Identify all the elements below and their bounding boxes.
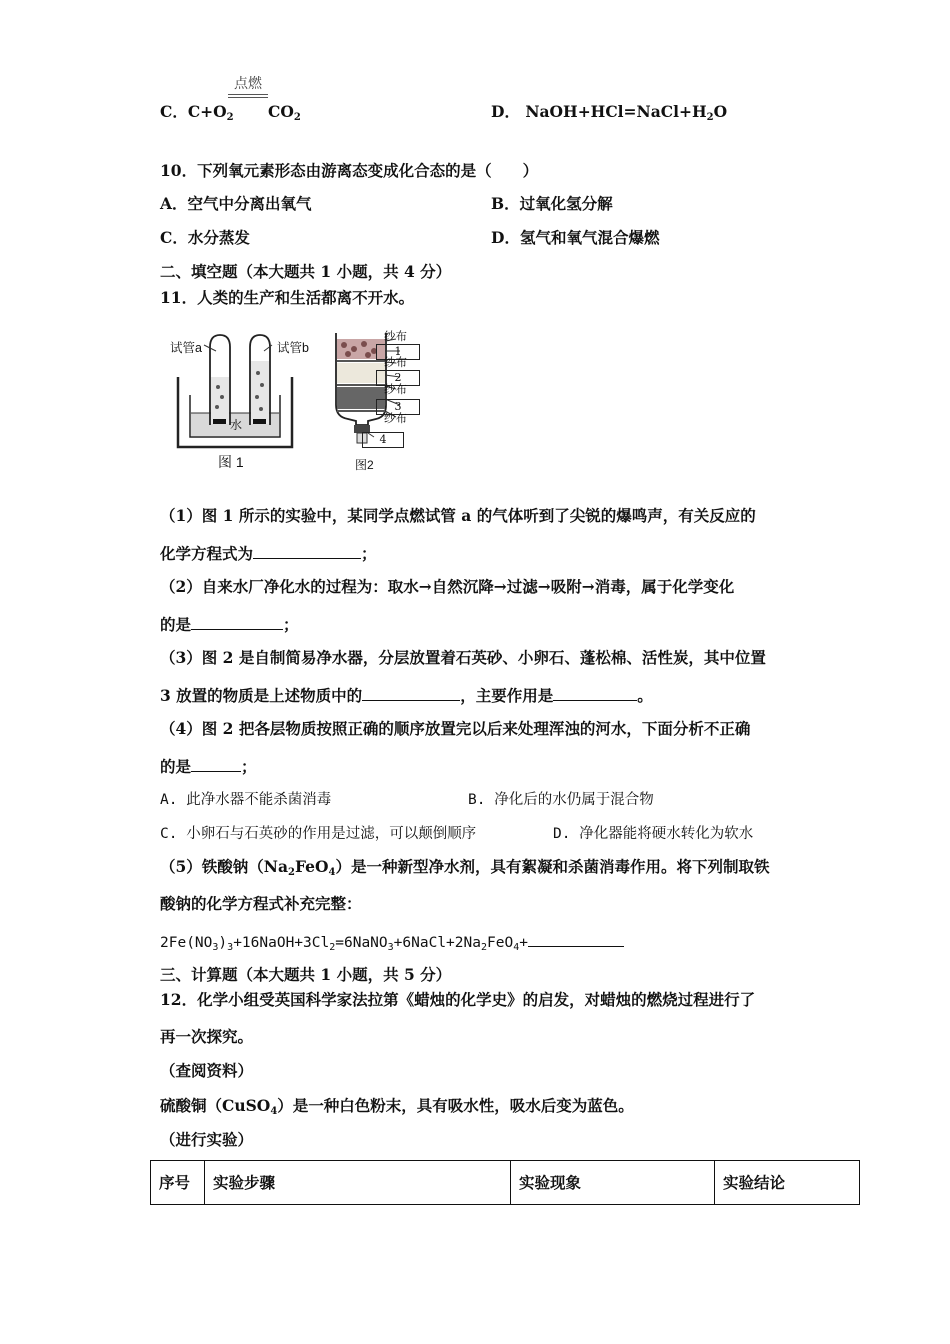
- q10-stem: 10．下列氧元素形态由游离态变成化合态的是（ ）: [160, 161, 539, 180]
- col-header-phenomena: 实验现象: [511, 1161, 715, 1205]
- condition-text: 点燃: [234, 76, 262, 92]
- section-calc-heading: 三、计算题（本大题共 1 小题，共 5 分）: [160, 965, 452, 984]
- q12-line1: 12．化学小组受英国科学家法拉第《蜡烛的化学史》的启发，对蜡烛的燃烧过程进行了: [160, 990, 756, 1009]
- table-header-row: [151, 1161, 860, 1205]
- q10-option-a: A．空气中分离出氧气: [160, 194, 312, 213]
- q11-part3-line2: 3 放置的物质是上述物质中的 ，主要作用是 。: [160, 686, 653, 705]
- reaction-condition: [228, 76, 268, 98]
- q11-part5-line2: 酸钠的化学方程式补充完整：: [160, 894, 362, 913]
- q9-option-c-product: $CO_2$: [268, 102, 301, 123]
- q12-line2: 再一次探究。: [160, 1027, 254, 1046]
- q11-part5-line1: （5）铁酸钠$(Na_2FeO_4)$是一种新型净水剂，具有絮凝和杀菌消毒作用。将下列制取铁: [160, 857, 770, 878]
- q10-option-c: C．水分蒸发: [160, 228, 250, 247]
- water-label: 水: [230, 418, 243, 432]
- gauze-label-3: 纱布: [384, 384, 407, 396]
- figure-1-caption: 图 1: [218, 454, 244, 470]
- q11-option-a: A. 此净水器不能杀菌消毒: [160, 792, 332, 808]
- q11-option-b: B. 净化后的水仍属于混合物: [468, 792, 654, 808]
- q11-option-c: C. 小卵石与石英砂的作用是过滤，可以颠倒顺序: [160, 826, 477, 842]
- gauze-label-1: 纱布: [384, 331, 407, 343]
- q11-part3-line1: （3）图 2 是自制简易净水器，分层放置着石英砂、小卵石、蓬松棉、活性炭，其中位置: [160, 648, 766, 667]
- answer-blank[interactable]: [528, 931, 624, 947]
- col-header-steps: 实验步骤: [205, 1161, 511, 1205]
- q9-option-d: D． $NaOH+HCl=NaCl+H_2O$: [491, 102, 728, 123]
- col-header-number: 序号: [151, 1161, 205, 1205]
- q11-part2-line1: （2）自来水厂净化水的过程为：取水→自然沉降→过滤→吸附→消毒，属于化学变化: [160, 577, 735, 596]
- layer-box-4: 4: [362, 432, 404, 448]
- q11-stem: 11．人类的生产和生活都离不开水。: [160, 288, 415, 307]
- q11-part4-line1: （4）图 2 把各层物质按照正确的顺序放置完以后来处理浑浊的河水，下面分析不正确: [160, 719, 751, 738]
- q10-option-b: B．过氧化氢分解: [491, 194, 613, 213]
- answer-blank[interactable]: [253, 543, 361, 559]
- q11-part4-line2: 的是 ；: [160, 757, 257, 776]
- tube-a-label: 试管a: [170, 341, 202, 355]
- q11-part1-line1: （1）图 1 所示的实验中，某同学点燃试管 a 的气体听到了尖锐的爆鸣声，有关反应的: [160, 506, 756, 525]
- q12-ref-text: 硫酸铜（CuSO$_4$）是一种白色粉末，具有吸水性，吸水后变为蓝色。: [160, 1096, 634, 1117]
- tube-b-label: 试管b: [277, 341, 309, 355]
- gauze-label-4: 纱布: [384, 413, 407, 425]
- equal-sign: [228, 94, 268, 98]
- layer-box-3: 3: [376, 399, 420, 415]
- q10-option-d: D．氢气和氧气混合爆燃: [491, 228, 660, 247]
- layer-box-2: 2: [376, 370, 420, 386]
- q12-ref-title: （查阅资料）: [160, 1061, 254, 1080]
- experiment-table: [150, 1160, 860, 1205]
- answer-blank[interactable]: [362, 685, 460, 701]
- q11-option-d: D. 净化器能将硬水转化为软水: [553, 826, 754, 842]
- gauze-label-2: 纱布: [384, 357, 407, 369]
- figure-2-caption: 图2: [355, 458, 374, 472]
- q11-part2-line2: 的是 ；: [160, 615, 299, 634]
- section-fill-in-heading: 二、填空题（本大题共 1 小题，共 4 分）: [160, 262, 452, 281]
- answer-blank[interactable]: [191, 614, 283, 630]
- answer-blank[interactable]: [191, 756, 241, 772]
- col-header-conclusion: 实验结论: [715, 1161, 860, 1205]
- q12-exp-title: （进行实验）: [160, 1130, 254, 1149]
- layer-box-1: 1: [376, 344, 420, 360]
- q9-option-c: C．$C+O_2$: [160, 102, 234, 123]
- answer-blank[interactable]: [553, 685, 637, 701]
- q11-equation: $2Fe(NO_3)_3+16NaOH+3Cl_2=6NaNO_3+6NaCl+2Na_2FeO_4+$: [160, 931, 624, 958]
- q11-part1-line2: 化学方程式为 ；: [160, 544, 377, 563]
